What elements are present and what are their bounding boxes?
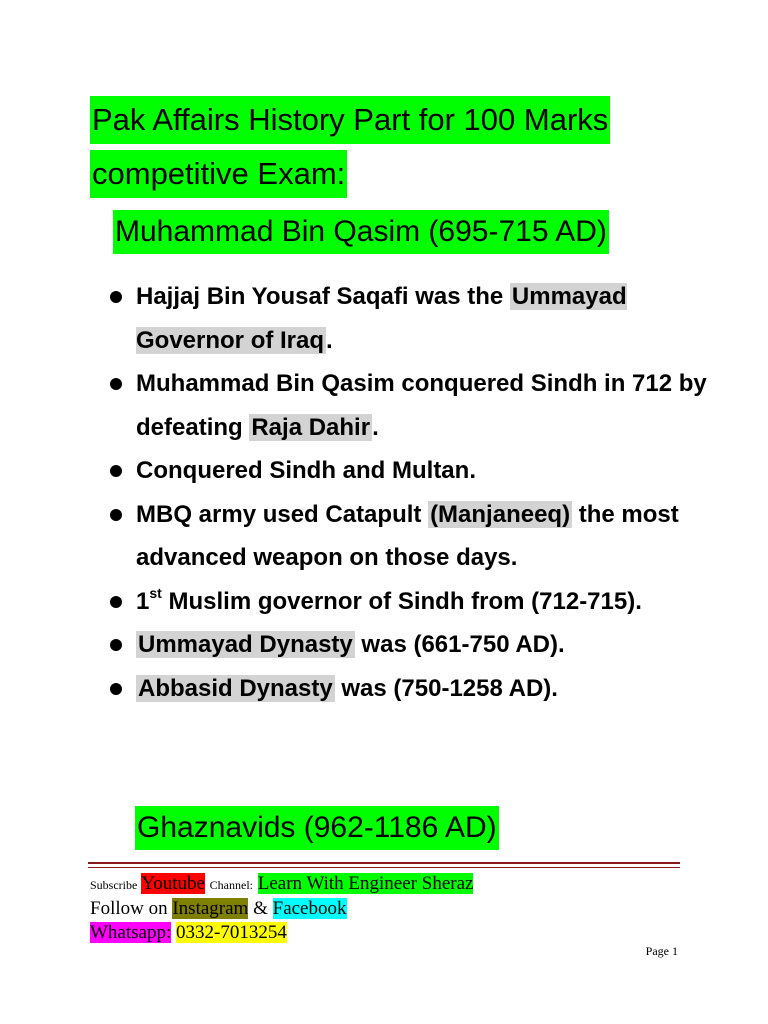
bullet-dot-icon (110, 683, 122, 695)
footer-line-follow (90, 897, 690, 921)
bullet-text: the most advanced weapon on those days. (136, 500, 679, 571)
bullet-text: Hajjaj Bin Yousaf Saqafi was the (136, 283, 510, 310)
bullet-item (108, 275, 708, 362)
bullet-text: Conquered Sindh and Multan. (136, 457, 476, 484)
bullet-item (108, 493, 708, 580)
bullet-text: Muslim governor of Sindh from (712-715). (161, 587, 642, 615)
bullet-text: was (661-750 AD). (354, 631, 565, 658)
youtube-link[interactable]: Youtube (141, 873, 205, 894)
bullet-item (108, 362, 708, 449)
whatsapp-label: Whatsapp: (90, 922, 172, 943)
bullet-text: . (326, 326, 333, 354)
ampersand: & (253, 898, 268, 919)
footer-divider-thin (88, 867, 680, 868)
bullet-text: MBQ army used Catapult (136, 500, 429, 528)
bullet-text: Muhammad Bin Qasim conquered Sindh in 712 by defeating (136, 370, 707, 441)
bullet-text: 1 (136, 587, 150, 615)
channel-name: Learn With Engineer Sheraz (257, 873, 474, 894)
highlighted-term: Raja Dahir (251, 413, 371, 441)
footer-line-whatsapp (90, 921, 690, 945)
bullet-text: . (372, 413, 379, 441)
highlighted-term: Ummayad Governor of Iraq (136, 283, 627, 354)
whatsapp-number: 0332-7013254 (176, 922, 287, 943)
bullet-text: st (149, 584, 162, 601)
page-number: Page 1 (645, 944, 678, 958)
bullet-dot-icon (110, 465, 122, 477)
bullet-item (108, 623, 708, 667)
document-title (90, 96, 690, 204)
footer (90, 872, 690, 945)
channel-label: Channel: (209, 878, 253, 892)
bullet-text: was (750-1258 AD). (334, 674, 558, 702)
bullet-item (108, 580, 708, 624)
title-line-2: competitive Exam: (90, 150, 347, 198)
bullet-item (108, 449, 708, 493)
section-heading-muhammad-bin-qasim: Muhammad Bin Qasim (695-715 AD) (113, 210, 609, 254)
bullet-item (108, 667, 708, 711)
highlighted-term: (Manjaneeq) (430, 500, 571, 528)
follow-on-label: Follow on (90, 898, 168, 919)
bullet-dot-icon (110, 509, 122, 521)
subscribe-label: Subscribe (90, 878, 138, 892)
footer-divider (88, 862, 680, 864)
highlighted-term: Ummayad Dynasty (138, 631, 353, 658)
bullet-list (108, 275, 708, 710)
section-heading-ghaznavids: Ghaznavids (962-1186 AD) (135, 806, 499, 850)
bullet-dot-icon (110, 291, 122, 303)
bullet-dot-icon (110, 596, 122, 608)
instagram-link[interactable]: Instagram (172, 898, 249, 919)
title-line-1: Pak Affairs History Part for 100 Marks (90, 96, 610, 144)
bullet-dot-icon (110, 378, 122, 390)
facebook-link[interactable]: Facebook (272, 898, 347, 919)
bullet-dot-icon (110, 639, 122, 651)
footer-line-subscribe (90, 872, 690, 897)
highlighted-term: Abbasid Dynasty (138, 674, 333, 702)
